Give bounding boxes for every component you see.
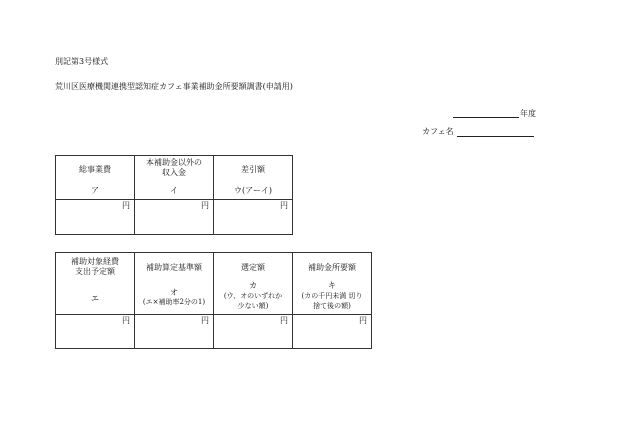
total-cost-value-cell[interactable]: [56, 200, 135, 235]
difference-title: 差引額: [241, 165, 265, 174]
eligible-expense-value-cell[interactable]: [56, 315, 135, 349]
required-subsidy-title: 補助金所要額: [308, 263, 356, 272]
standard-amount-note: (エ×補助率2分の1): [142, 298, 206, 306]
eligible-expense-title-2: 支出予定額: [75, 267, 115, 276]
yen-unit: 円: [359, 316, 367, 325]
standard-amount-value-cell[interactable]: [135, 315, 214, 349]
standard-amount-symbol: オ: [170, 288, 178, 297]
header-selected-amount: [214, 253, 293, 315]
fiscal-year-label: 年度: [520, 109, 536, 118]
total-cost-symbol: ア: [91, 186, 99, 195]
other-income-symbol: イ: [170, 186, 178, 195]
selected-amount-symbol: カ: [249, 281, 257, 290]
yen-unit: 円: [201, 316, 209, 325]
header-total-cost: [56, 156, 135, 200]
required-subsidy-symbol: キ: [328, 281, 336, 290]
eligible-expense-symbol: エ: [91, 294, 99, 303]
required-subsidy-note-2: 捨て後の額): [313, 302, 351, 310]
selected-amount-note-1: (ウ、オのいずれか: [223, 292, 283, 300]
selected-amount-title: 選定額: [241, 263, 265, 272]
difference-symbol: ウ(アーイ): [233, 186, 272, 195]
form-number: 別記第3号様式: [55, 57, 109, 66]
yen-unit: 円: [122, 201, 130, 210]
document-title: 荒川区医療機関連携型認知症カフェ事業補助金所要額調書(申請用): [55, 82, 293, 91]
yen-unit: 円: [280, 201, 288, 210]
cafe-name-input-line[interactable]: [457, 135, 534, 137]
header-eligible-expense: [56, 253, 135, 315]
other-income-value-cell[interactable]: [135, 200, 214, 235]
required-subsidy-value-cell[interactable]: [293, 315, 372, 349]
standard-amount-title: 補助算定基準額: [146, 263, 202, 272]
fiscal-year-input-line[interactable]: [453, 116, 519, 118]
total-cost-title: 総事業費: [79, 165, 111, 174]
header-other-income: [135, 156, 214, 200]
eligible-expense-title-1: 補助対象経費: [71, 257, 119, 266]
subsidy-calculation-table: [55, 252, 372, 349]
header-difference: [214, 156, 293, 200]
header-required-subsidy: [293, 253, 372, 315]
yen-unit: 円: [201, 201, 209, 210]
yen-unit: 円: [122, 316, 130, 325]
difference-value-cell[interactable]: [214, 200, 293, 235]
header-standard-amount: [135, 253, 214, 315]
selected-amount-note-2: 少ない額): [237, 302, 269, 310]
other-income-title-1: 本補助金以外の: [146, 158, 202, 167]
selected-amount-value-cell[interactable]: [214, 315, 293, 349]
expense-summary-table: [55, 155, 293, 235]
cafe-name-label: カフェ名: [422, 127, 454, 136]
required-subsidy-note-1: (カの千円未満 切り: [301, 292, 363, 300]
yen-unit: 円: [280, 316, 288, 325]
other-income-title-2: 収入金: [162, 168, 186, 177]
